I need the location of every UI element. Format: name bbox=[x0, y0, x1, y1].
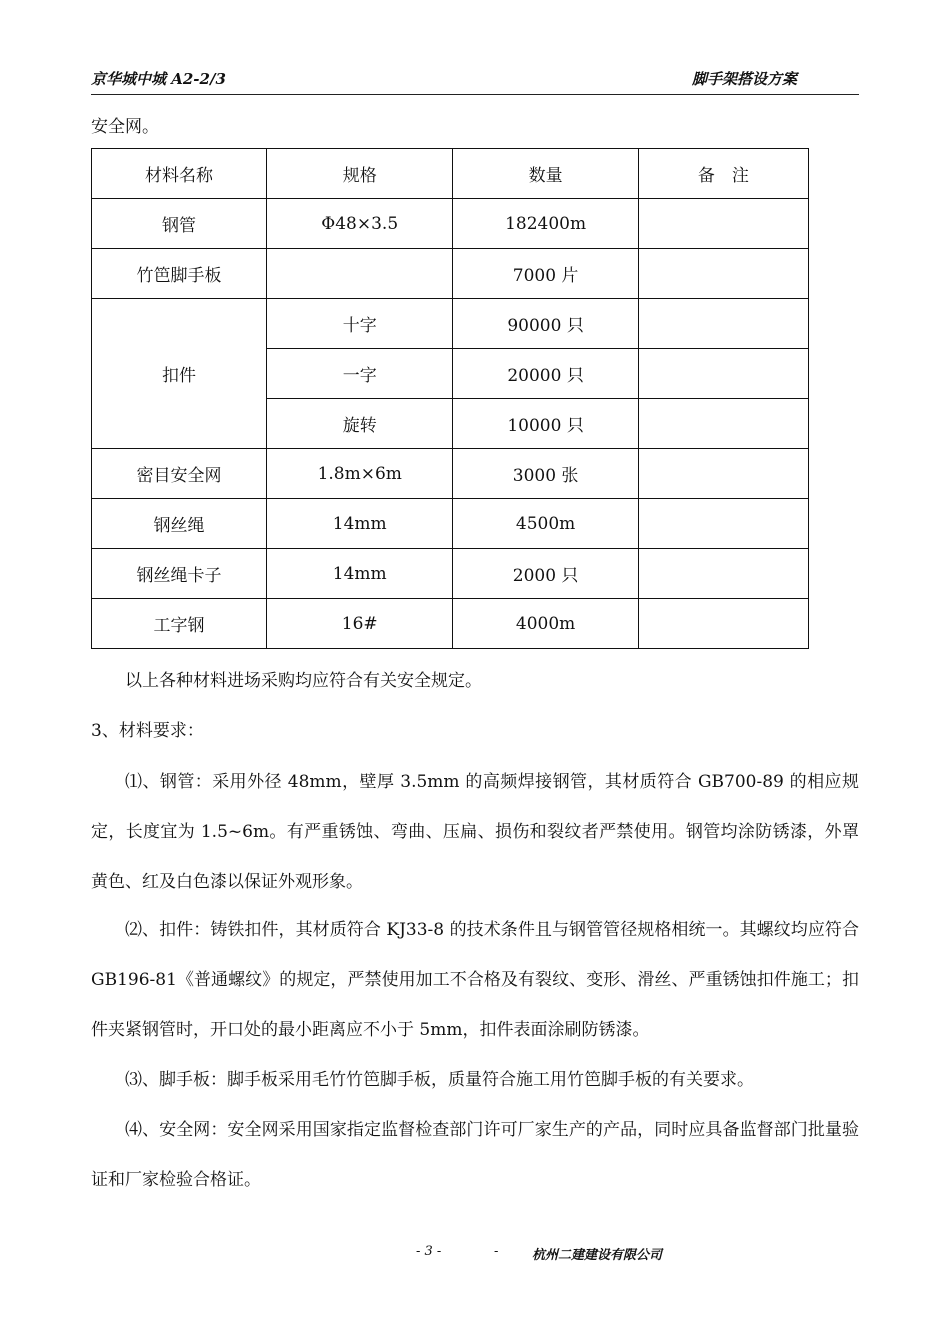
cell-spec: 16# bbox=[267, 599, 453, 649]
header-material-name: 材料名称 bbox=[92, 149, 267, 199]
table-row bbox=[92, 499, 809, 549]
page-header bbox=[91, 66, 859, 95]
cell-qty: 182400m bbox=[453, 199, 638, 249]
cell-note bbox=[638, 549, 808, 599]
cell-qty: 4500m bbox=[453, 499, 638, 549]
cell-name: 钢丝绳 bbox=[92, 499, 267, 549]
cell-spec: 14mm bbox=[267, 549, 453, 599]
cell-qty: 3000 张 bbox=[453, 449, 638, 499]
cell-note bbox=[638, 349, 808, 399]
cell-qty: 90000 只 bbox=[453, 299, 638, 349]
cell-note bbox=[638, 399, 808, 449]
cell-spec: Φ48×3.5 bbox=[267, 199, 453, 249]
header-document-title: 脚手架搭设方案 bbox=[691, 70, 797, 88]
cell-spec: 14mm bbox=[267, 499, 453, 549]
item-2-fasteners: ⑵、扣件：铸铁扣件，其材质符合 KJ33-8 的技术条件且与钢管管径规格相统一。其螺纹均应符合 GB196-81《普通螺纹》的规定，严禁使用加工不合格及有裂纹、变形、滑丝、严重锈蚀扣件施工；扣件夹紧钢管时，开口处的最小距离应不小于 5mm，扣件表面涂刷防锈漆。 bbox=[91, 920, 859, 1040]
section-3-heading: 3、材料要求： bbox=[91, 721, 204, 741]
cell-spec: 旋转 bbox=[267, 399, 453, 449]
cell-spec bbox=[267, 249, 453, 299]
cell-name: 扣件 bbox=[92, 299, 267, 449]
cell-name: 钢丝绳卡子 bbox=[92, 549, 267, 599]
table-row bbox=[92, 449, 809, 499]
table-header-row bbox=[92, 149, 809, 199]
cell-note bbox=[638, 299, 808, 349]
item-4-safety-net: ⑷、安全网：安全网采用国家指定监督检查部门许可厂家生产的产品，同时应具备监督部门批量验证和厂家检验合格证。 bbox=[91, 1120, 859, 1190]
cell-qty: 20000 只 bbox=[453, 349, 638, 399]
header-quantity: 数量 bbox=[453, 149, 638, 199]
cell-spec: 一字 bbox=[267, 349, 453, 399]
cell-name: 密目安全网 bbox=[92, 449, 267, 499]
cell-qty: 10000 只 bbox=[453, 399, 638, 449]
table-row bbox=[92, 249, 809, 299]
cell-qty: 2000 只 bbox=[453, 549, 638, 599]
table-row bbox=[92, 299, 809, 349]
cell-note bbox=[638, 199, 808, 249]
item-3-scaffold-board: ⑶、脚手板：脚手板采用毛竹竹笆脚手板，质量符合施工用竹笆脚手板的有关要求。 bbox=[125, 1070, 754, 1090]
cell-spec: 十字 bbox=[267, 299, 453, 349]
intro-text: 安全网。 bbox=[91, 117, 159, 137]
page-number: - 3 - bbox=[416, 1244, 442, 1259]
company-name: 杭州二建建设有限公司 bbox=[532, 1248, 663, 1263]
cell-note bbox=[638, 449, 808, 499]
materials-table bbox=[91, 148, 809, 649]
cell-note bbox=[638, 599, 808, 649]
cell-note bbox=[638, 249, 808, 299]
item-1-steel-pipe: ⑴、钢管：采用外径 48mm，壁厚 3.5mm 的高频焊接钢管，其材质符合 GB700-89 的相应规定，长度宜为 1.5~6m。有严重锈蚀、弯曲、压扁、损伤和裂纹者严禁使用。钢管均涂防锈漆，外罩黄色、红及白色漆以保证外观形象。 bbox=[91, 772, 859, 892]
header-project-name: 京华城中城 A2-2/3 bbox=[91, 70, 226, 88]
header-spec: 规格 bbox=[267, 149, 453, 199]
cell-name: 竹笆脚手板 bbox=[92, 249, 267, 299]
table-row bbox=[92, 549, 809, 599]
cell-name: 工字钢 bbox=[92, 599, 267, 649]
footer-dash: - bbox=[494, 1244, 499, 1259]
table-row bbox=[92, 199, 809, 249]
cell-qty: 7000 片 bbox=[453, 249, 638, 299]
header-remarks: 备 注 bbox=[638, 149, 808, 199]
cell-note bbox=[638, 499, 808, 549]
cell-name: 钢管 bbox=[92, 199, 267, 249]
paragraph-after-table: 以上各种材料进场采购均应符合有关安全规定。 bbox=[125, 671, 482, 691]
cell-qty: 4000m bbox=[453, 599, 638, 649]
table-row bbox=[92, 599, 809, 649]
cell-spec: 1.8m×6m bbox=[267, 449, 453, 499]
